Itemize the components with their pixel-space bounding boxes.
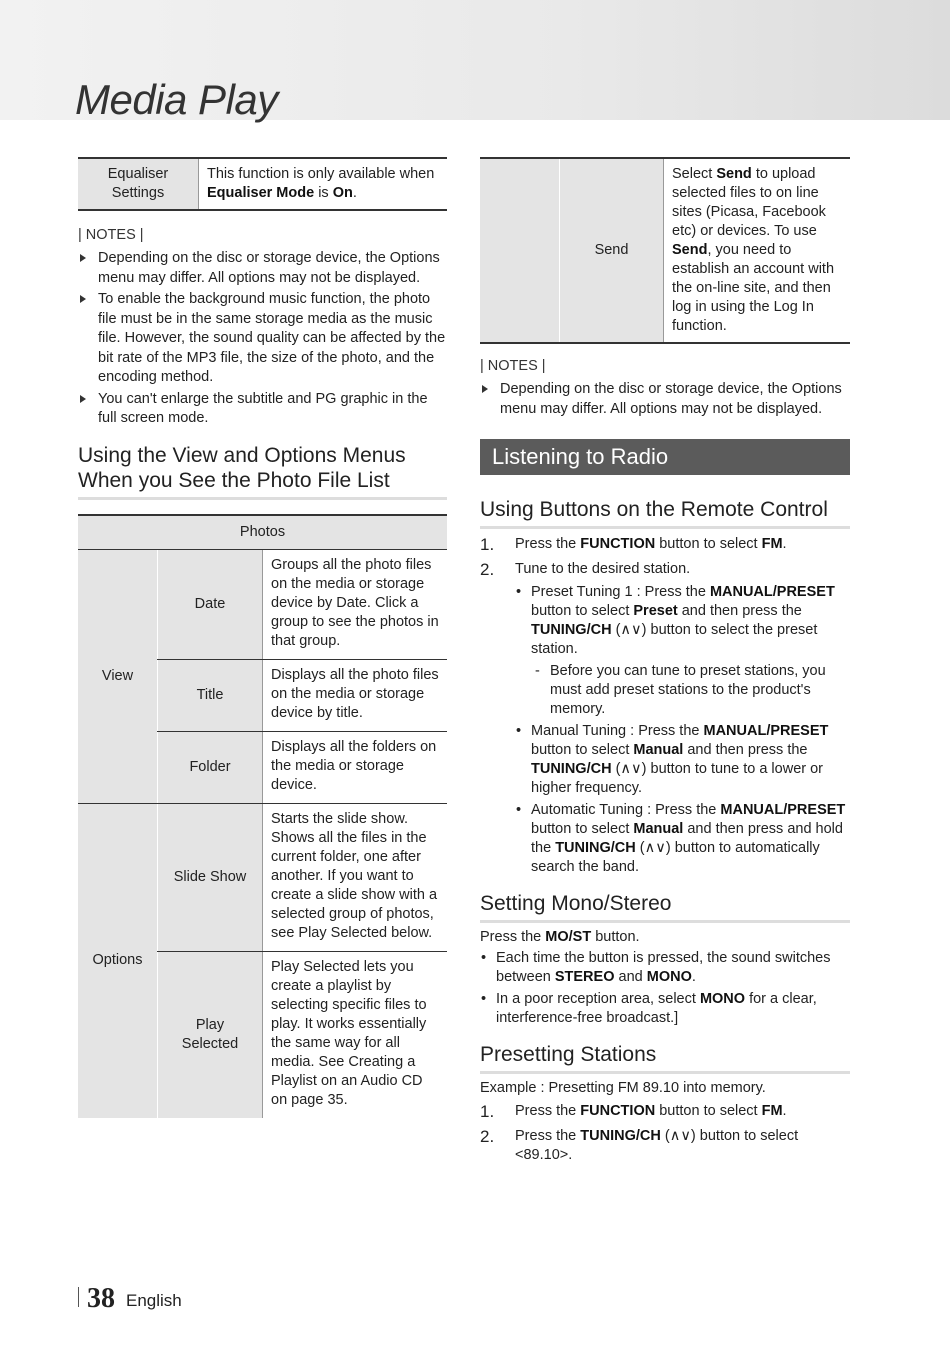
presetting-example: Example : Presetting FM 89.10 into memory. [480,1080,766,1096]
header-band [0,0,950,123]
mono-bullets [480,949,850,1028]
equaliser-setting-name [78,158,199,210]
row-name-folder: Folder [158,731,263,803]
dash-item: - Before you can tune to preset stations, you must add preset stations to the product's memory. [535,662,850,719]
note-text: Depending on the disc or storage device, the Options menu may differ. All options may not be displayed. [500,381,842,417]
notes-list [78,249,447,429]
step-item [480,560,850,878]
note-text: To enable the background music function, the photo file must be in the same storage media as the music file. However, the sound quality can be affected by the bit rate of the MP3 file, the size of the photo, and the encoding method. [98,291,446,385]
bullet-text: and then press and hold the [531,821,843,856]
bullet-text: Manual Tuning : Press the [531,723,704,739]
bullet-text: Preset Tuning 1 : Press the [531,584,710,600]
row-desc-slideshow: Starts the slide show. Shows all the files in the current folder, one after another. If you want to create a slide show with a selected group of photos, see Play Selected below. [263,803,448,951]
bullet-bold: STEREO [554,969,615,985]
key-fm: FM [761,1103,783,1119]
step-item [480,535,850,555]
key-function: FUNCTION [580,1103,656,1119]
row-desc-play-selected: Play Selected lets you create a playlist by selecting specific files to play. It works essentially the same way for all media. See Creating a Playlist on an Audio CD on page 35. [271,958,427,1108]
send-group-cell [480,158,560,343]
bullet-item [515,583,850,719]
section-title-remote: Using Buttons on the Remote Control [480,497,850,529]
equaliser-name-line1: Equaliser [107,166,169,182]
dash-list [535,662,850,719]
step-text: Tune to the desired station. [515,560,691,577]
step-number: 1. [480,1102,495,1121]
step-text: Press the [515,1103,581,1119]
send-text: to upload selected files to on line sites (Picasa, Facebook etc) or devices. To use [672,166,826,239]
step-item [480,1102,850,1122]
note-item [78,290,447,388]
step-text: Press the [515,1127,581,1144]
equaliser-table [78,157,447,211]
presetting-steps [480,1102,850,1166]
key-tuning: TUNING/CH [580,1127,661,1144]
bullet-bold: MANUAL/PRESET [720,802,846,818]
mono-text: button. [591,929,640,945]
bullet-text: Automatic Tuning : Press the [531,802,721,818]
bullet-text: button to select [531,821,634,837]
step-text: . [782,536,787,552]
mono-intro [480,928,850,947]
right-column [480,157,850,1171]
arrow-bullet-icon [80,395,86,403]
step-text: Press the [515,536,581,552]
section-title-line2: When you See the Photo File List [78,468,390,492]
send-text: Select [672,166,717,182]
play-selected-line2: Selected [181,1035,239,1052]
bullet-text: button to select [531,603,634,619]
play-selected-line1: Play [195,1016,225,1033]
bullet-item [480,949,850,987]
bullet-text: for a clear, interference-free broadcast.] [496,991,817,1026]
note-item [78,249,447,288]
bullet-text: In a poor reception area, select [496,991,700,1007]
equaliser-description [199,158,448,210]
mono-text: Press the [480,929,546,945]
view-group-label: View [78,549,158,803]
note-text: Depending on the disc or storage device, the Options menu may differ. All options may not be displayed. [98,250,440,286]
bullet-text: . [691,969,696,985]
notes-label: | NOTES | [480,358,546,374]
key-function: FUNCTION [580,536,656,552]
options-group-label: Options [78,803,158,1118]
bullet-bold: Manual [633,742,684,758]
bullet-item [515,722,850,798]
note-item [78,390,447,429]
page-title: Media Play [75,76,278,123]
bullet-text: button to select [531,742,634,758]
footer-divider [78,1287,79,1307]
bullet-text: (∧∨) button to select the preset station. [531,622,818,657]
step-text: (∧∨) button to select <89.10>. [515,1127,799,1163]
step-number: 1. [480,535,495,554]
bullet-item [515,801,850,877]
notes-list [480,380,850,419]
send-bold: Send [672,242,708,258]
bullet-bold: MANUAL/PRESET [703,723,829,739]
row-name-date: Date [158,549,263,659]
bullet-text: and then press the [683,742,808,758]
section-title-mono-stereo: Setting Mono/Stereo [480,891,850,923]
note-text: You can't enlarge the subtitle and PG graphic in the full screen mode. [98,390,428,426]
row-desc-title: Displays all the photo files on the media or storage device by title. [263,659,448,731]
bullet-item [480,990,850,1028]
bullet-text: and [614,969,647,985]
bullet-text: and then press the [677,603,802,619]
arrow-bullet-icon [482,385,488,393]
bullet-bold: TUNING/CH [555,840,636,856]
step-number: 2. [480,1126,495,1146]
bullet-bold: Manual [633,821,684,837]
eq-end: . [352,185,357,201]
bullet-bold: TUNING/CH [531,761,612,777]
bullet-text: (∧∨) button to tune to a lower or higher frequency. [531,761,824,796]
row-name-title: Title [158,659,263,731]
send-table [480,157,850,344]
notes-label: | NOTES | [78,227,144,243]
photos-header: Photos [78,515,447,550]
page-language: English [126,1291,182,1310]
arrow-bullet-icon [80,254,86,262]
note-item [480,380,850,419]
step-number: 2. [480,559,495,579]
section-title-view-options [78,443,447,500]
send-bold: Send [716,166,752,182]
eq-on: On [332,185,353,201]
step-text: . [782,1103,787,1119]
section-banner-radio: Listening to Radio [480,439,850,475]
bullet-bold: MANUAL/PRESET [709,584,835,600]
arrow-bullet-icon [80,295,86,303]
section-title-presetting: Presetting Stations [480,1042,850,1074]
send-description [664,158,851,343]
bullet-bold: TUNING/CH [531,622,612,638]
bullet-text: Each time the button is pressed, the sound switches between [496,950,831,985]
bullet-bold: Preset [633,603,678,619]
page-number: 38 [87,1283,115,1314]
radio-steps [480,535,850,877]
eq-text: This function is only available when [207,166,435,182]
step-text: button to select [655,1103,762,1119]
row-desc-date: Groups all the photo files on the media or storage device by Date. Click a group to see the photos in that group. [263,549,448,659]
row-name-slideshow: Slide Show [158,803,263,951]
photo-options-table [78,514,447,1118]
equaliser-name-line2: Settings [111,185,165,201]
step-text: button to select [655,536,762,552]
eq-is: is [314,185,333,201]
left-column [78,157,447,1118]
bullet-bold: MONO [646,969,692,985]
key-fm: FM [761,536,783,552]
row-name-play-selected [158,951,263,1118]
step-item [480,1127,850,1166]
send-name: Send [560,158,664,343]
bullet-bold: MONO [699,991,746,1007]
section-title-line1: Using the View and Options Menus [78,443,406,467]
send-text: , you need to establish an account with the on-line site, and then log in using the Log In function. [672,242,835,334]
eq-mode: Equaliser Mode [207,185,315,201]
bullet-text: (∧∨) button to automatically search the band. [531,840,820,875]
tuning-bullets [515,583,850,877]
row-desc-folder: Displays all the folders on the media or storage device. [263,731,448,803]
key-most: MO/ST [545,929,592,945]
